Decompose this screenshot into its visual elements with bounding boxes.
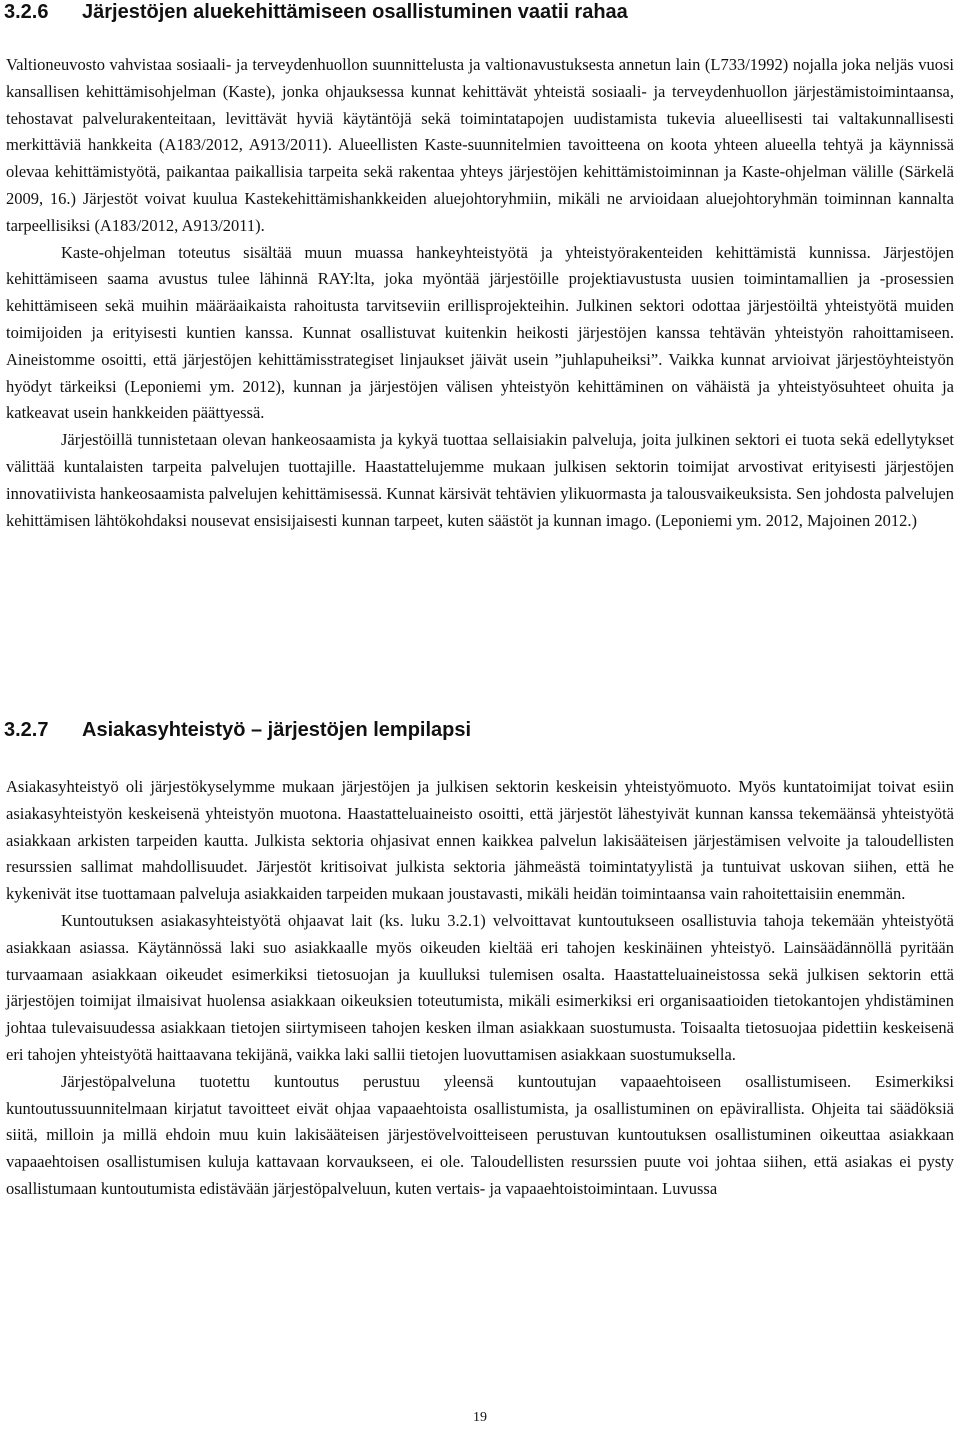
paragraph: Kaste-ohjelman toteutus sisältää muun muassa hankeyhteistyötä ja yhteistyörakenteiden kehittämistä kunnissa. Järjestöjen kehittämiseen saama avustus tulee lähinnä RAY:lta, joka myöntää järjestöille projektiavustusta uusien toimintamallien ja -prosessien kehittämiseen sekä muihin määräaikaista rahoitusta tarvitseviin erillisprojekteihin. Julkinen sektori odottaa järjestöiltä yhteistyötä muiden toimijoiden ja erityisesti kuntien kanssa. Kunnat osallistuvat kuitenkin heikosti järjestöjen kanssa tehtävän yhteistyön rahoittamiseen. Aineistomme osoitti, että järjestöjen kehittämisstrategiset linjaukset jäivät usein ”juhlapuheiksi”. Vaikka kunnat arvioivat järjestöyhteistyön hyödyt tärkeiksi (Leponiemi ym. 2012), kunnan ja järjestöjen välisen yhteistyön kehittäminen on vähäistä ja yhteistyösuhteet ohuita ja katkeavat usein hankkeiden päättyessä. bbox=[6, 242, 954, 423]
section-body bbox=[6, 774, 954, 1203]
paragraph: Järjestöpalveluna tuotettu kuntoutus perustuu yleensä kuntoutujan vapaaehtoiseen osallistumiseen. Esimerkiksi kuntoutussuunnitelmaan kirjatut tavoitteet eivät ohjaa vapaaehtoista osallistumista, ja osallistuminen on epävirallista. Ohjeita tai säädöksiä siitä, milloin ja millä ehdoin muu kuin lakisääteisen järjestövelvoitteiseen perustuvan kuntoutuksen osallistuminen oikeuttaa asiakkaan vapaaehtoisen osallistumisen kuluja kattavaan korvaukseen, ei ole. Taloudellisten resurssien puute voi johtaa siihen, että asiakas ei pysty osallistumaan kuntoutumista edistävään järjestöpalveluun, kuten vertais- ja vapaaehtoistoimintaan. Luvussa bbox=[6, 1071, 954, 1198]
section-title: Järjestöjen aluekehittämiseen osallistuminen vaatii rahaa bbox=[82, 1, 628, 23]
paragraph: Asiakasyhteistyö oli järjestökyselymme mukaan järjestöjen ja julkisen sektorin keskeisin yhteistyömuoto. Myös kuntatoimijat toivat esiin asiakasyhteistyön keskeisenä yhteistyön muotona. Haastatteluaineisto osoitti, että järjestöt lähestyivät kunnan kanssa tekemäänsä yhteistyötä asiakkaan arkisten tarpeiden kautta. Julkista sektoria ohjasivat ennen kaikkea palvelun lakisääteisen järjestämisen velvoite ja taloudellisten resurssien sallimat mahdollisuudet. Järjestöt kritisoivat julkista sektoria jähmeästä toimintatyylistä ja tuntuivat uskovan siihen, että he kykenivät itse tuottamaan palveluja asiakkaiden tarpeiden mukaan joustavasti, mikäli heidän toimintaansa vain rahoitettaisiin enemmän. bbox=[6, 777, 954, 904]
section-number: 3.2.7 bbox=[4, 719, 49, 741]
section-heading bbox=[4, 0, 628, 24]
section-number: 3.2.6 bbox=[4, 1, 49, 23]
paragraph: Kuntoutuksen asiakasyhteistyötä ohjaavat lait (ks. luku 3.2.1) velvoittavat kuntoutukseen osallistuvia tahoja tekemään yhteistyötä asiakkaan asiassa. Käytännössä laki suo asiakkaalle myös oikeuden kieltää eri tahojen keskinäinen yhteistyö. Lainsäädännöllä pyritään turvaamaan asiakkaan oikeudet esimerkiksi tietosuojan ja kuulluksi tulemisen osalta. Haastatteluaineistossa sekä julkisen sektorin että järjestöjen toimijat ilmaisivat huolensa asiakkaan oikeuksien toteutumista, mikäli esimerkiksi eri organisaatioiden tietokantojen yhdistäminen johtaa tulevaisuudessa asiakkaan tietojen siirtymiseen tahojen kesken ilman asiakkaan suostumusta. Toisaalta tietosuojaa pidettiin keskeisenä eri tahojen yhteistyötä haittaavana tekijänä, vaikka laki sallii tietojen luovuttamisen asiakkaan suostumuksella. bbox=[6, 910, 954, 1064]
section-heading bbox=[4, 718, 471, 742]
paragraph: Järjestöillä tunnistetaan olevan hankeosaamista ja kykyä tuottaa sellaisiakin palveluja, joita julkinen sektori ei tuota sekä edellytykset välittää kuntalaisten tarpeita palvelujen tuottajille. Haastattelujemme mukaan julkisen sektorin toimijat arvostivat erityisesti järjestöjen innovatiivista hankeosaamista palvelujen kehittämisessä. Kunnat kärsivät tehtävien ylikuormasta ja talousvaikeuksista. Sen johdosta palvelujen kehittämisen lähtökohdaksi nousevat ensisijaisesti kunnan tarpeet, kuten säästöt ja kunnan imago. (Leponiemi ym. 2012, Majoinen 2012.) bbox=[6, 430, 954, 530]
paragraph: Valtioneuvosto vahvistaa sosiaali- ja terveydenhuollon suunnittelusta ja valtionavustuksesta annetun lain (L733/1992) nojalla joka neljäs vuosi kansallisen kehittämisohjelman (Kaste), jonka ohjauksessa kunnat kehittävät yhteistä sosiaali- ja terveydenhuollon järjestämistoimintaansa, tehostavat palvelurakenteitaan, levittävät hyviä käytäntöjä sekä toimintatapojen uudistamista tukevia alueellisesti tai valtakunnallisesti merkittäviä hankkeita (A183/2012, A913/2011). Alueellisten Kaste-suunnitelmien tavoitteena on koota yhteen alueella tehtyä ja käynnissä olevaa kehittämistyötä, paikantaa paikallisia tarpeita sekä rakentaa yhteys järjestöjen kehittämistoiminnan ja Kaste-ohjelman välille (Särkelä 2009, 16.) Järjestöt voivat kuulua Kastekehittämishankkeiden aluejohtoryhmiin, mikäli ne arvioidaan aluejohtoryhmän toiminnan kannalta tarpeellisiksi (A183/2012, A913/2011). bbox=[6, 55, 954, 235]
section-body bbox=[6, 52, 954, 534]
page-number: 19 bbox=[473, 1410, 487, 1425]
section-title: Asiakasyhteistyö – järjestöjen lempilapsi bbox=[82, 719, 472, 741]
